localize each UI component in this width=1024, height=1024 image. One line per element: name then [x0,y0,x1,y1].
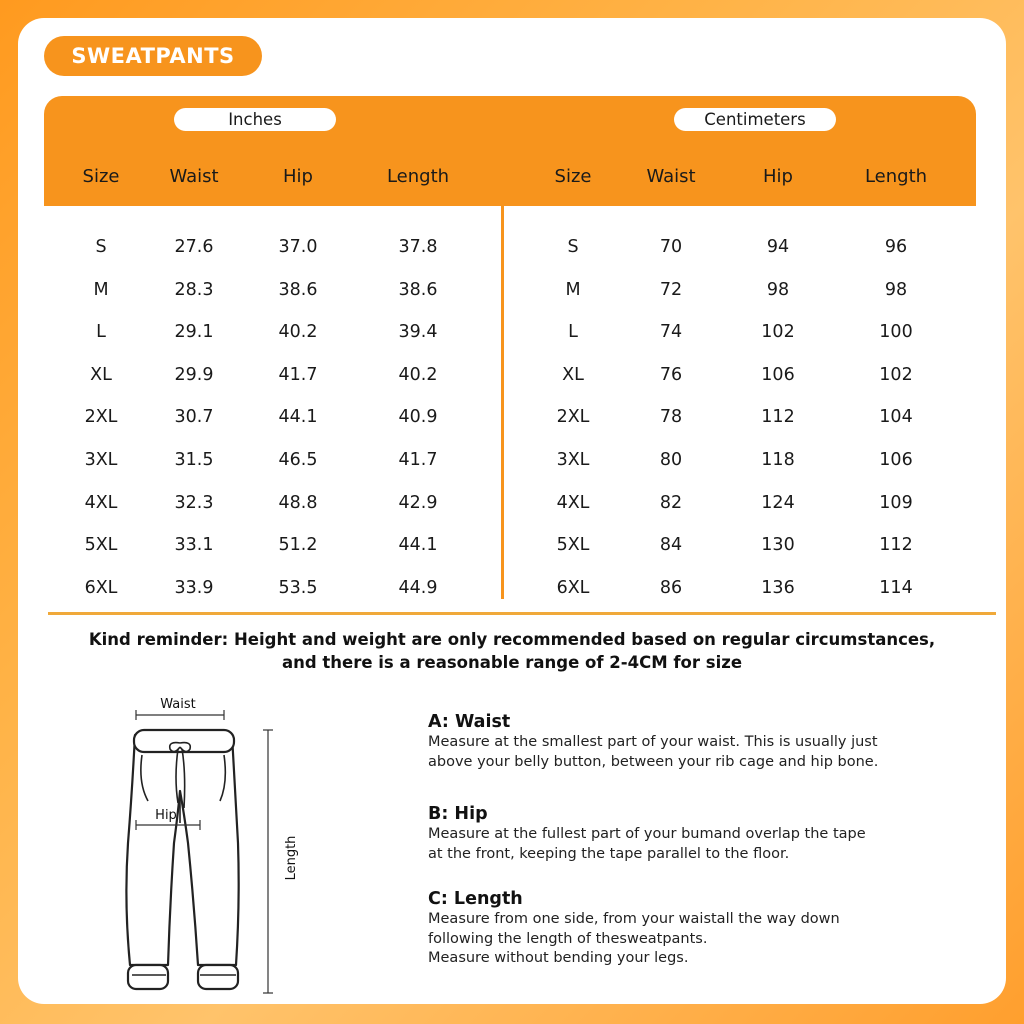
inches-cell: 48.8 [278,492,318,513]
inches-cell: 27.6 [174,237,214,257]
cm-cell: 98 [884,279,908,300]
cm-cell: 70 [659,237,683,257]
cm-cell: 5XL [556,535,590,556]
sweatpants-illustration [108,673,338,1003]
table-row [18,493,1006,533]
section-divider [48,612,996,615]
cm-cell: 82 [659,492,683,513]
waist-label: Waist [160,697,196,712]
inches-cell: 33.1 [174,535,214,556]
reminder-line-2: and there is a reasonable range of 2-4CM for size [281,653,743,672]
cm-cell: 84 [659,535,683,556]
cm-header-hip: Hip [763,166,793,187]
inches-cell: 31.5 [174,450,214,470]
inches-cell: 39.4 [398,322,438,343]
inches-cell: 6XL [84,577,118,598]
reminder-line-1: Kind reminder: Height and weight are only recommended based on regular circumstances, [88,630,936,649]
measurement-text: Measure at the fullest part of your bumand overlap the tape [428,826,866,842]
measurement-text: Measure at the smallest part of your waist. This is usually just [428,734,878,750]
cm-cell: 3XL [556,450,590,470]
measurement-heading: A: Waist [428,712,511,732]
waistband [134,730,234,752]
cm-cell: 96 [884,237,908,257]
cm-cell: 106 [879,450,913,470]
inches-cell: 2XL [84,407,118,428]
cm-header-length: Length [864,166,928,187]
product-title: SWEATPANTS [44,36,262,76]
inches-cell: 38.6 [278,279,318,300]
measurement-text: following the length of thesweatpants. [428,930,708,947]
cm-cell: 6XL [556,577,590,598]
measurement-3 [428,888,988,969]
cm-cell: 112 [879,535,913,556]
inches-cell: 30.7 [174,407,214,428]
inches-cell: XL [90,364,112,385]
cm-cell: M [565,279,581,300]
inches-header-length: Length [386,166,450,187]
inches-cell: 5XL [84,535,118,556]
table-row [18,280,1006,320]
cm-cell: 98 [766,279,790,300]
inches-cell: 38.6 [398,279,438,300]
measurement-text: at the front, keeping the tape parallel to the floor. [428,845,790,862]
table-row [18,322,1006,362]
cm-cell: 80 [659,450,683,470]
inches-cell: 33.9 [174,577,214,598]
kind-reminder [18,628,1006,674]
table-row [18,407,1006,447]
table-row [18,450,1006,490]
inches-cell: 44.1 [398,535,438,556]
measurement-2 [428,803,988,864]
measurement-text: Measure from one side, from your waistall the way down [428,911,840,927]
inches-cell: 29.1 [174,322,214,343]
cm-cell: 102 [761,322,795,343]
inches-cell: 44.9 [398,577,438,598]
cm-cell: 106 [761,364,795,385]
cm-cell: 136 [761,577,795,598]
inches-cell: 3XL [84,450,118,470]
cm-cell: 100 [879,322,913,343]
inches-header-hip: Hip [283,166,313,187]
cm-cell: 76 [659,364,683,385]
inches-cell: 41.7 [398,450,438,470]
measurement-text: Measure without bending your legs. [428,950,689,966]
pants-body [126,735,238,965]
cm-cell: 124 [761,492,795,513]
inches-cell: 51.2 [278,535,318,556]
inches-cell: 37.8 [398,237,438,257]
cm-cell: 102 [879,364,913,385]
right-cuff [198,965,238,989]
cm-cell: XL [562,364,584,385]
inches-cell: L [96,322,106,343]
cm-cell: 118 [761,450,795,470]
inches-cell: 4XL [84,492,118,513]
inches-cell: 28.3 [174,279,214,300]
cm-cell: 112 [761,407,795,428]
measurement-heading: B: Hip [428,804,488,824]
inches-cell: 41.7 [278,364,318,385]
inches-header-waist: Waist [169,166,219,187]
size-chart-card [18,18,1006,1004]
inches-cell: 29.9 [174,364,214,385]
cm-cell: 78 [659,407,683,428]
cm-cell: S [567,237,579,257]
measurement-heading: C: Length [428,889,523,909]
inches-cell: 46.5 [278,450,318,470]
cm-header-waist: Waist [646,166,696,187]
inches-label: Inches [174,108,336,131]
left-cuff [128,965,168,989]
inches-header-size: Size [82,166,120,187]
cm-cell: 114 [879,577,913,598]
table-row [18,365,1006,405]
table-row [18,535,1006,575]
hip-label: Hip [155,808,177,823]
inches-cell: 40.9 [398,407,438,428]
cm-cell: 109 [879,492,913,513]
cm-cell: 130 [761,535,795,556]
inches-cell: 32.3 [174,492,214,513]
inches-cell: 53.5 [278,577,318,598]
inches-cell: 40.2 [398,364,438,385]
cm-cell: 86 [659,577,683,598]
sweatpants-drawing [108,673,338,1003]
cm-header-size: Size [554,166,592,187]
inches-cell: S [95,237,107,257]
cm-cell: 4XL [556,492,590,513]
table-header [44,96,976,206]
measurement-1 [428,711,988,772]
inches-cell: 40.2 [278,322,318,343]
inches-cell: 37.0 [278,237,318,257]
inches-cell: M [93,279,109,300]
length-label: Length [284,835,299,881]
centimeters-label: Centimeters [674,108,836,131]
cm-cell: 104 [879,407,913,428]
measurement-text: above your belly button, between your rib cage and hip bone. [428,753,879,770]
table-row [18,237,1006,277]
cm-cell: 74 [659,322,683,343]
inches-cell: 44.1 [278,407,318,428]
cm-cell: L [568,322,578,343]
cm-cell: 94 [766,237,790,257]
cm-cell: 2XL [556,407,590,428]
cm-cell: 72 [659,279,683,300]
inches-cell: 42.9 [398,492,438,513]
